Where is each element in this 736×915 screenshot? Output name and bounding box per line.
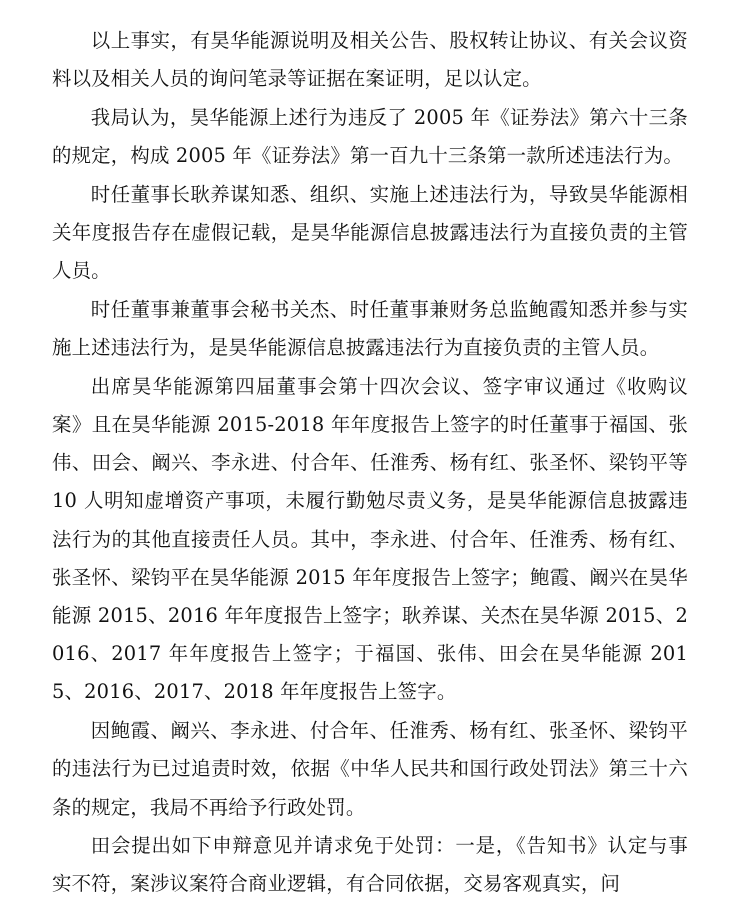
paragraph-2: 我局认为，昊华能源上述行为违反了 2005 年《证券法》第六十三条的规定，构成 2005 年《证券法》第一百九十三条第一款所述违法行为。 xyxy=(52,105,688,168)
paragraph-7: 田会提出如下申辩意见并请求免于处罚：一是，《告知书》认定与事实不符，案涉议案符合商业逻辑，有合同依据，交易客观真实，问 xyxy=(52,834,688,896)
paragraph-1: 以上事实，有昊华能源说明及相关公告、股权转让协议、有关会议资料以及相关人员的询问笔录等证据在案证明，足以认定。 xyxy=(52,29,688,91)
paragraph-5: 出席昊华能源第四届董事会第十四次会议、签字审议通过《收购议案》且在昊华能源 2015-2018 年年度报告上签字的时任董事于福国、张伟、田会、阚兴、李永进、付合年、任淮秀、杨有红、张圣怀、梁钧平等 10 人明知虚增资产事项，未履行勤勉尽责义务，是昊华能源信息披露违法行为的其他直接责任人员。其中，李永进、付合年、任淮秀、杨有红、张圣怀、梁钧平在昊华能源 2015 年年度报告上签字；鲍霞、阚兴在昊华能源 2015、2016 年年度报告上签字；耿养谋、关杰在昊华源 2015、2016、2017 年年度报告上签字；于福国、张伟、田会在昊华能源 2015、2016、2017、2018 年年度报告上签字。 xyxy=(52,374,688,704)
paragraph-4: 时任董事兼董事会秘书关杰、时任董事兼财务总监鲍霞知悉并参与实施上述违法行为，是昊华能源信息披露违法行为直接负责的主管人员。 xyxy=(52,297,688,360)
paragraph-3: 时任董事长耿养谋知悉、组织、实施上述违法行为，导致昊华能源相关年度报告存在虚假记载，是昊华能源信息披露违法行为直接负责的主管人员。 xyxy=(52,182,688,283)
paragraph-6: 因鲍霞、阚兴、李永进、付合年、任淮秀、杨有红、张圣怀、梁钧平的违法行为已过追责时效，依据《中华人民共和国行政处罚法》第三十六条的规定，我局不再给予行政处罚。 xyxy=(52,719,688,819)
